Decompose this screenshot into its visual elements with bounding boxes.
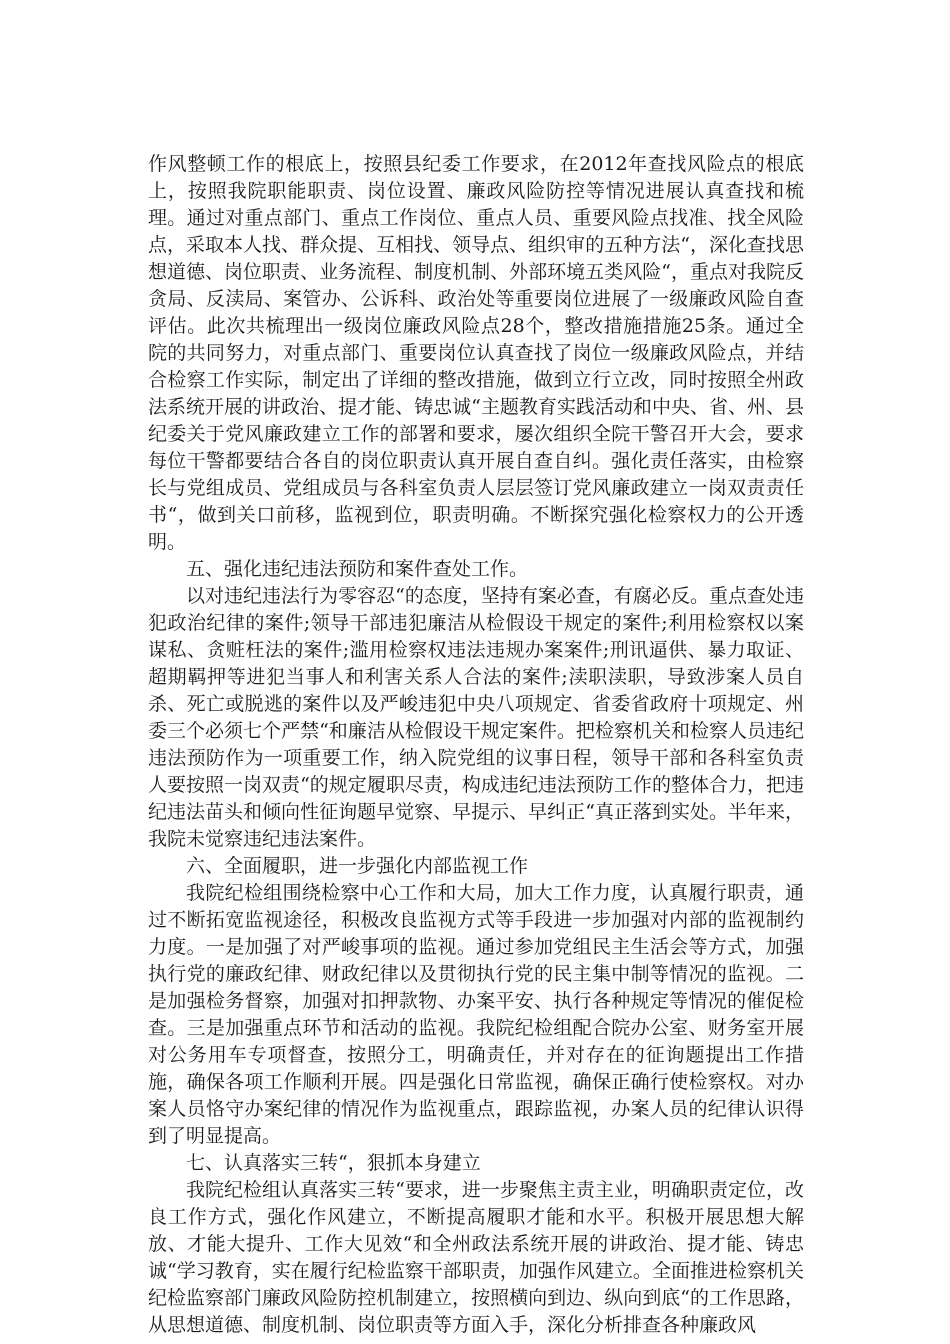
body-paragraph: 我院纪检组围绕检察中心工作和大局，加大工作力度，认真履行职责，通过不断拓宽监视途径，积极改良监视方式等手段进一步加强对内部的监视制约力度。一是加强了对严峻事项的监视。通过参加党组民主生活会等方式，加强执行党的廉政纪律、财政纪律以及贯彻执行党的民主集中制等情况的监视。二是加强检务督察，加强对扣押款物、办案平安、执行各种规定等情况的催促检查。三是加强重点环节和活动的监视。我院纪检组配合院办公室、财务室开展对公务用车专项督查，按照分工，明确责任，并对存在的征询题提出工作措施，确保各项工作顺利开展。四是强化日常监视，确保正确行使检察权。对办案人员恪守办案纪律的情况作为监视重点，跟踪监视，办案人员的纪律认识得到了明显提高。 (148, 882, 804, 1147)
section-heading-7: 七、认真落实三转“，狠抓本身建立 (186, 1152, 481, 1174)
section-heading-5: 五、强化违纪违法预防和案件查处工作。 (186, 558, 529, 580)
section-heading-6: 六、全面履职，进一步强化内部监视工作 (186, 855, 529, 877)
body-paragraph: 作风整顿工作的根底上，按照县纪委工作要求，在2012年查找风险点的根底上，按照我院职能职责、岗位设置、廉政风险防控等情况进展认真查找和梳理。通过对重点部门、重点工作岗位、重点人员、重要风险点找准、找全风险点，采取本人找、群众提、互相找、领导点、组织审的五种方法“，深化查找思想道德、岗位职责、业务流程、制度机制、外部环境五类风险“，重点对我院反贪局、反渎局、案管办、公诉科、政治处等重要岗位进展了一级廉政风险自查评估。此次共梳理出一级岗位廉政风险点28个，整改措施措施25条。通过全院的共同努力，对重点部门、重要岗位认真查找了岗位一级廉政风险点，并结合检察工作实际，制定出了详细的整改措施，做到立行立改，同时按照全州政法系统开展的讲政治、提才能、铸忠诚“主题教育实践活动和中央、省、州、县纪委关于党风廉政建立工作的部署和要求，屡次组织全院干警召开大会，要求每位干警都要结合各自的岗位职责认真开展自查自纠。强化责任落实，由检察长与党组成员、党组成员与各科室负责人层层签订党风廉政建立一岗双责责任书“，做到关口前移，监视到位，职责明确。不断探究强化检察权力的公开透明。 (148, 153, 804, 553)
body-paragraph: 我院纪检组认真落实三转“要求，进一步聚焦主责主业，明确职责定位，改良工作方式，强化作风建立，不断提高履职才能和水平。积极开展思想大解放、才能大提升、工作大见效“和全州政法系统开展的讲政治、提才能、铸忠诚“学习教育，实在履行纪检监察干部职责，加强作风建立。全面推进检察机关纪检监察部门廉政风险防控机制建立，按照横向到边、纵向到底“的工作思路，从思想道德、制度机制、岗位职责等方面入手，深化分析排查各种廉政风 (148, 1179, 804, 1336)
document-body (148, 151, 804, 1339)
body-paragraph: 以对违纪违法行为零容忍“的态度，坚持有案必查，有腐必反。重点查处违犯政治纪律的案件;领导干部违犯廉洁从检假设干规定的案件;利用检察权以案谋私、贪赃枉法的案件;滥用检察权违法违规办案案件;刑讯逼供、暴力取证、超期羁押等进犯当事人和利害关系人合法的案件;渎职渎职，导致涉案人员自杀、死亡或脱逃的案件以及严峻违犯中央八项规定、省委省政府十项规定、州委三个必须七个严禁“和廉洁从检假设干规定案件。把检察机关和检察人员违纪违法预防作为一项重要工作，纳入院党组的议事日程，领导干部和各科室负责人要按照一岗双责“的规定履职尽责，构成违纪违法预防工作的整体合力，把违纪违法苗头和倾向性征询题早觉察、早提示、早纠正“真正落到实处。半年来，我院未觉察违纪违法案件。 (148, 585, 804, 850)
